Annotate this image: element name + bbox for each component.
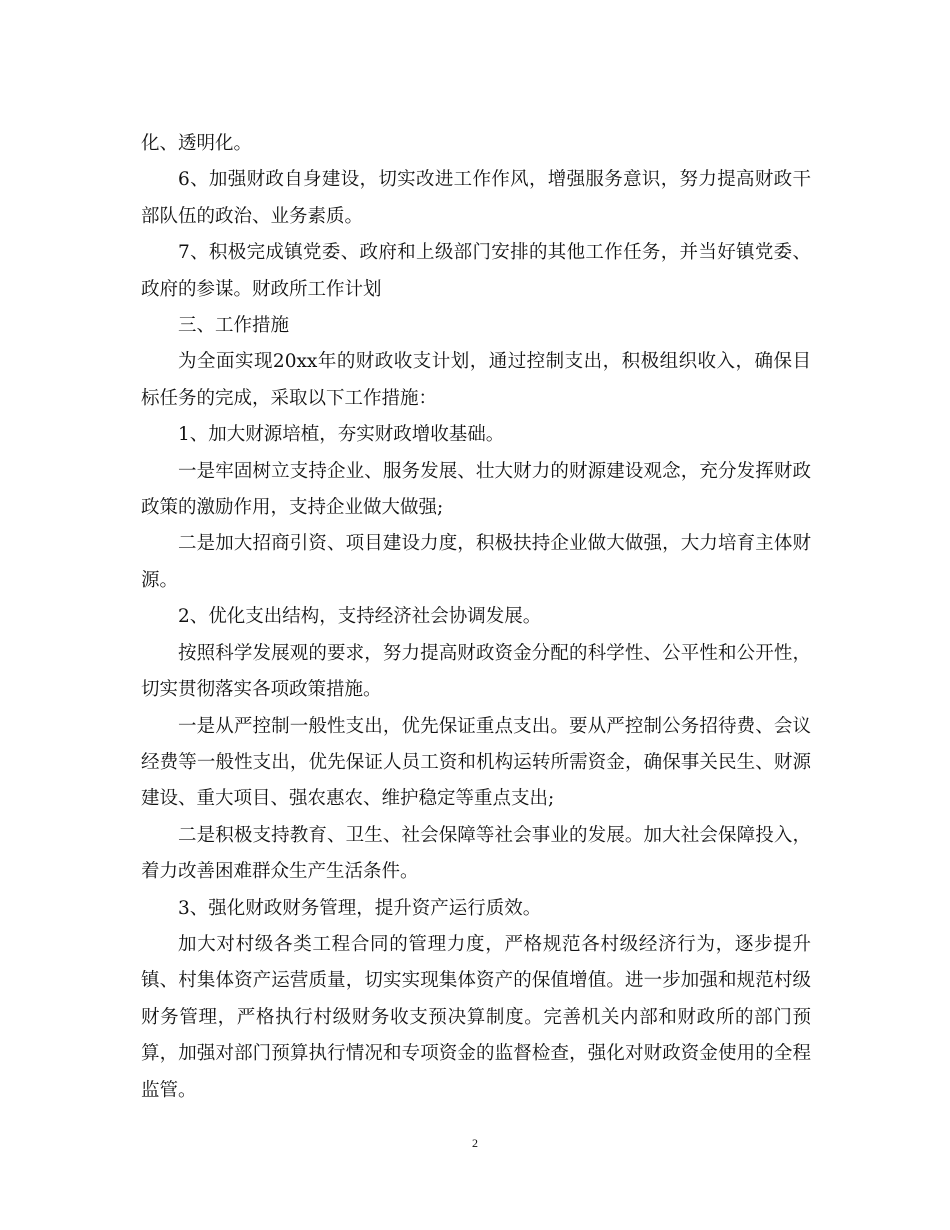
- paragraph-intro: 为全面实现20xx年的财政收支计划，通过控制支出，积极组织收入，确保目标任务的完成，采取以下工作措施：: [141, 351, 811, 409]
- paragraph-item-6: 6、加强财政自身建设，切实改进工作作风，增强服务意识，努力提高财政干部队伍的政治、业务素质。: [141, 169, 811, 227]
- paragraph-measure-2-point-1: 一是从严控制一般性支出，优先保证重点支出。要从严控制公务招待费、会议经费等一般性支出，优先保证人员工资和机构运转所需资金，确保事关民生、财源建设、重大项目、强农惠农、维护稳定等重点支出;: [141, 715, 811, 810]
- paragraph-measure-2-intro: 按照科学发展观的要求，努力提高财政资金分配的科学性、公平性和公开性，切实贯彻落实各项政策措施。: [141, 642, 811, 701]
- section-heading-measures: 三、工作措施: [178, 315, 290, 337]
- paragraph-measure-3: 3、强化财政财务管理，提升资产运行质效。: [178, 897, 542, 919]
- paragraph-measure-1-point-2: 二是加大招商引资、项目建设力度，积极扶持企业做大做强，大力培育主体财源。: [141, 533, 811, 591]
- paragraph-measure-3-body: 加大对村级各类工程合同的管理力度，严格规范各村级经济行为，逐步提升镇、村集体资产运营质量，切实实现集体资产的保值增值。进一步加强和规范村级财务管理，严格执行村级财务收支预决算制度。完善机关内部和财政所的部门预算，加强对部门预算执行情况和专项资金的监督检查，强化对财政资金使用的全程监管。: [141, 933, 811, 1101]
- paragraph-measure-2-point-2: 二是积极支持教育、卫生、社会保障等社会事业的发展。加大社会保障投入，着力改善困难群众生产生活条件。: [141, 824, 811, 883]
- paragraph-item-7: 7、积极完成镇党委、政府和上级部门安排的其他工作任务，并当好镇党委、政府的参谋。财政所工作计划: [141, 242, 811, 300]
- paragraph-measure-2: 2、优化支出结构，支持经济社会协调发展。: [178, 606, 542, 628]
- document-body: [141, 126, 811, 1109]
- paragraph-measure-1-point-1: 一是牢固树立支持企业、服务发展、壮大财力的财源建设观念，充分发挥财政政策的激励作用，支持企业做大做强;: [141, 460, 811, 519]
- paragraph-continuation: 化、透明化。: [141, 133, 253, 154]
- paragraph-measure-1: 1、加大财源培植，夯实财政增收基础。: [178, 424, 505, 446]
- page-number: 2: [472, 1136, 478, 1150]
